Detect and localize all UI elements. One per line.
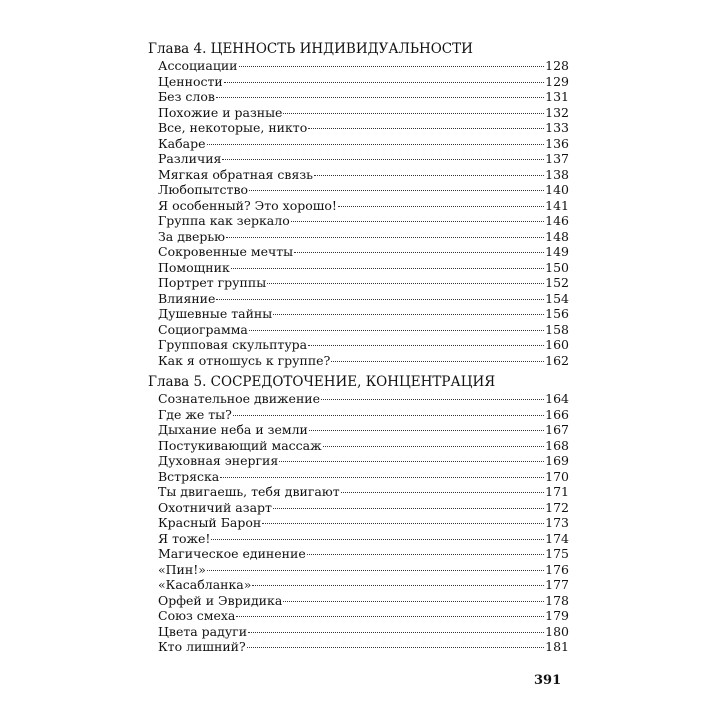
dot-leader (224, 82, 544, 83)
toc-entry-page: 174 (545, 530, 569, 546)
table-of-contents (148, 40, 569, 655)
dot-leader (262, 523, 544, 524)
toc-entry (148, 546, 569, 562)
dot-leader (338, 206, 544, 207)
toc-entry (148, 167, 569, 183)
toc-entry-title: Дыхание неба и земли (158, 422, 308, 437)
dot-leader (283, 113, 544, 114)
toc-entry-page: 146 (545, 213, 569, 228)
toc-entry (148, 74, 569, 90)
toc-entry (148, 577, 569, 593)
page-number: 391 (534, 673, 562, 688)
toc-entry (148, 391, 569, 407)
toc-entry-title: Портрет группы (158, 275, 267, 290)
toc-entry-title: Влияние (158, 290, 216, 306)
dot-leader (236, 616, 544, 617)
dot-leader (249, 330, 544, 331)
toc-entry-title: Встряска (158, 468, 220, 484)
toc-entry (148, 407, 569, 423)
toc-entry-title: Ассоциации (158, 58, 238, 73)
toc-entry-page: 178 (545, 592, 569, 608)
dot-leader (309, 430, 544, 431)
toc-entry-title: Я особенный? Это хорошо! (158, 197, 337, 213)
toc-entry (148, 515, 569, 531)
toc-entry (148, 229, 569, 245)
toc-entry-page: 152 (545, 275, 569, 290)
toc-entry-page: 128 (545, 58, 569, 73)
chapter-heading: Глава 5. СОСРЕДОТОЧЕНИЕ, КОНЦЕНТРАЦИЯ (148, 374, 496, 390)
toc-entry-page: 177 (545, 577, 569, 592)
toc-entry-page: 138 (545, 166, 569, 182)
toc-entry (148, 624, 569, 640)
toc-entry-page: 167 (545, 422, 569, 437)
toc-entry (148, 260, 569, 276)
toc-entry-title: Похожие и разные (158, 104, 283, 120)
toc-entry-page: 156 (545, 306, 569, 321)
dot-leader (331, 361, 544, 362)
toc-entry-title: Групповая скульптура (158, 337, 308, 352)
toc-entry-page: 164 (545, 391, 569, 406)
toc-entry-page: 158 (545, 321, 569, 337)
toc-entry-title: Постукивающий массаж (158, 437, 322, 453)
toc-entry (148, 151, 569, 167)
toc-entry-title: Любопытство (158, 182, 249, 197)
toc-entry-title: Сокровенные мечты (158, 244, 294, 259)
toc-entry (148, 438, 569, 454)
toc-entry (148, 608, 569, 624)
toc-entry (148, 105, 569, 121)
toc-entry (148, 639, 569, 655)
toc-entry-page: 129 (545, 73, 569, 89)
dot-leader (273, 314, 544, 315)
chapter-4-entries (148, 58, 569, 368)
toc-entry-title: Магическое единение (158, 546, 306, 561)
toc-entry (148, 306, 569, 322)
toc-entry-title: Различия (158, 151, 222, 166)
toc-entry-title: Союз смеха (158, 608, 236, 623)
toc-entry-title: Все, некоторые, никто (158, 120, 308, 135)
toc-entry-page: 133 (545, 120, 569, 135)
toc-entry (148, 484, 569, 500)
toc-entry-page: 150 (545, 259, 569, 275)
toc-entry (148, 453, 569, 469)
toc-entry (148, 593, 569, 609)
toc-entry-page: 162 (545, 352, 569, 368)
toc-entry-page: 173 (545, 515, 569, 530)
dot-leader (207, 570, 544, 571)
toc-entry-title: Цвета радуги (158, 623, 248, 639)
toc-entry-page: 140 (545, 182, 569, 197)
dot-leader (308, 128, 544, 129)
toc-entry (148, 337, 569, 353)
toc-entry (148, 353, 569, 369)
toc-entry-page: 131 (545, 89, 569, 104)
toc-entry-page: 172 (545, 499, 569, 515)
toc-entry-title: Охотничий азарт (158, 499, 272, 515)
toc-entry-title: Я тоже! (158, 530, 211, 546)
toc-entry-title: Орфей и Эвридика (158, 592, 283, 608)
toc-entry (148, 58, 569, 74)
toc-entry-title: Мягкая обратная связь (158, 166, 313, 182)
chapter-5-entries (148, 391, 569, 655)
dot-leader (321, 399, 544, 400)
toc-entry (148, 182, 569, 198)
toc-entry-page: 171 (545, 484, 569, 499)
dot-leader (249, 190, 544, 191)
toc-entry (148, 322, 569, 338)
toc-entry-title: Социограмма (158, 321, 248, 337)
dot-leader (216, 97, 544, 98)
toc-entry-page: 137 (545, 151, 569, 166)
toc-entry-title: Как я отношусь к группе? (158, 352, 331, 368)
toc-entry-page: 160 (545, 337, 569, 352)
toc-entry-page: 179 (545, 608, 569, 623)
toc-entry-title: Ты двигаешь, тебя двигают (158, 484, 340, 499)
dot-leader (307, 554, 544, 555)
toc-entry-title: Кто лишний? (158, 639, 246, 654)
toc-entry (148, 500, 569, 516)
toc-entry-title: Группа как зеркало (158, 213, 290, 228)
toc-entry (148, 275, 569, 291)
toc-entry-page: 169 (545, 453, 569, 468)
toc-entry-page: 181 (545, 639, 569, 654)
toc-entry-title: «Пин!» (158, 561, 206, 577)
toc-entry-title: Душевные тайны (158, 306, 273, 321)
dot-leader (279, 461, 544, 462)
dot-leader (220, 477, 544, 478)
toc-entry-page: 168 (545, 437, 569, 453)
dot-leader (323, 446, 545, 447)
toc-entry-title: Сознательное движение (158, 391, 320, 406)
dot-leader (283, 601, 544, 602)
toc-entry-page: 175 (545, 546, 569, 561)
dot-leader (252, 585, 544, 586)
dot-leader (248, 632, 544, 633)
dot-leader (226, 237, 544, 238)
toc-entry (148, 531, 569, 547)
toc-entry-page: 176 (545, 561, 569, 577)
toc-entry-title: Ценности (158, 73, 223, 89)
toc-entry (148, 136, 569, 152)
toc-entry (148, 422, 569, 438)
toc-entry-title: Без слов (158, 89, 215, 104)
toc-entry (148, 120, 569, 136)
toc-entry-title: Красный Барон (158, 515, 262, 530)
toc-entry (148, 244, 569, 260)
toc-entry-page: 170 (545, 468, 569, 484)
dot-leader (222, 159, 544, 160)
toc-entry-page: 149 (545, 244, 569, 259)
toc-entry-page: 136 (545, 135, 569, 151)
toc-entry (148, 198, 569, 214)
toc-entry-title: За дверью (158, 228, 226, 244)
toc-entry-page: 180 (545, 623, 569, 639)
chapter-heading: Глава 4. ЦЕННОСТЬ ИНДИВИДУАЛЬНОСТИ (148, 41, 473, 57)
dot-leader (291, 221, 544, 222)
toc-entry-title: Кабаре (158, 135, 206, 151)
toc-entry-title: Духовная энергия (158, 453, 279, 468)
toc-entry-page: 154 (545, 290, 569, 306)
toc-entry (148, 291, 569, 307)
dot-leader (267, 283, 544, 284)
toc-entry-title: «Касабланка» (158, 577, 252, 592)
dot-leader (308, 345, 544, 346)
toc-entry-page: 141 (545, 197, 569, 213)
dot-leader (314, 175, 544, 176)
dot-leader (233, 415, 544, 416)
dot-leader (211, 539, 544, 540)
dot-leader (216, 299, 544, 300)
dot-leader (294, 252, 544, 253)
dot-leader (239, 66, 545, 67)
dot-leader (231, 268, 544, 269)
toc-entry (148, 213, 569, 229)
toc-entry-page: 166 (545, 406, 569, 422)
toc-entry-page: 148 (545, 228, 569, 244)
toc-entry (148, 469, 569, 485)
dot-leader (273, 508, 544, 509)
toc-entry (148, 562, 569, 578)
dot-leader (207, 144, 545, 145)
toc-entry-title: Помощник (158, 259, 230, 275)
toc-entry-title: Где же ты? (158, 406, 232, 422)
dot-leader (341, 492, 544, 493)
dot-leader (247, 647, 544, 648)
toc-entry-page: 132 (545, 104, 569, 120)
toc-entry (148, 89, 569, 105)
